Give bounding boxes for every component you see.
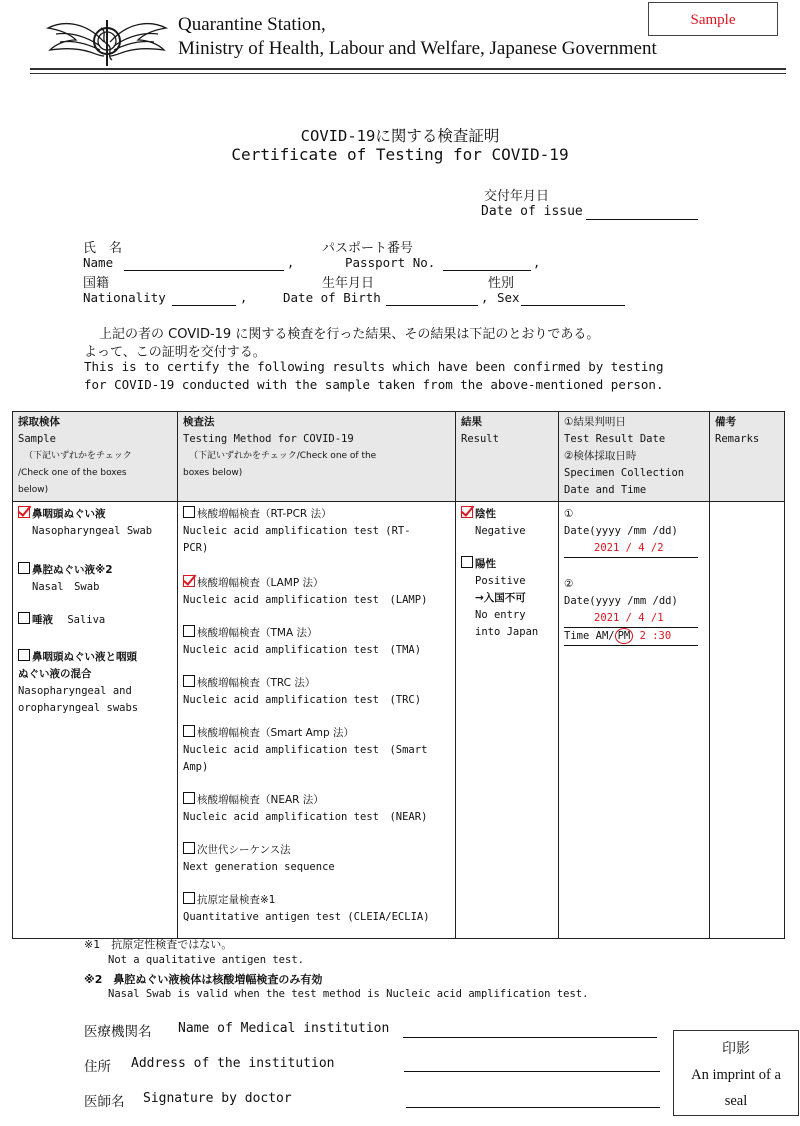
header-sample-note1: （下記いずれかをチェック: [24, 451, 132, 461]
address-field[interactable]: [404, 1071, 660, 1072]
sample-option-mixed[interactable]: [18, 649, 172, 717]
passport-label-en: Passport No.: [345, 255, 436, 270]
method-option-ngs[interactable]: [183, 842, 450, 876]
sample-badge: Sample: [648, 2, 778, 36]
result-option-negative[interactable]: [461, 506, 553, 540]
sample-checkbox-mixed[interactable]: [18, 649, 30, 661]
time-am: AM/: [595, 630, 615, 642]
result-positive-note-en1: No entry: [475, 609, 526, 621]
sample-label-jp: 唾液: [32, 614, 53, 626]
method-option-trc[interactable]: [183, 675, 450, 709]
header-result: [456, 412, 559, 502]
method-label-en: Next generation sequence: [183, 861, 335, 873]
org-name-line1: Quarantine Station,: [178, 14, 326, 35]
method-option-antigen[interactable]: [183, 892, 450, 926]
header-sample-en: Sample: [18, 433, 56, 445]
method-label-en: Nucleic acid amplification test (Smart: [183, 744, 428, 756]
time-pm-circled[interactable]: PM: [615, 628, 634, 644]
note-2-jp: ※2 鼻腔ぬぐい液検体は核酸増幅検査のみ有効: [84, 973, 323, 986]
sex-label-en: Sex: [497, 290, 520, 305]
header-date-en1: Test Result Date: [564, 433, 666, 445]
method-label-en2: Amp): [183, 761, 209, 773]
header-remarks-en: Remarks: [715, 433, 760, 445]
header-date-en2: Specimen Collection: [564, 467, 685, 479]
passport-comma: ,: [533, 256, 541, 270]
method-option-rt-pcr[interactable]: [183, 506, 450, 557]
result-negative-en: Negative: [475, 525, 526, 537]
address-label-jp: 住所: [84, 1059, 111, 1075]
sex-field[interactable]: [521, 305, 625, 306]
note-1-jp: ※1 抗原定性検査ではない。: [84, 938, 233, 951]
header-sample-jp: 採取検体: [18, 416, 60, 428]
sample-label-jp: 鼻咽頭ぬぐい液と咽頭: [32, 651, 137, 663]
method-label-en: Nucleic acid amplification test (LAMP): [183, 594, 428, 606]
result-date-label: Date(yyyy /mm /dd): [564, 525, 678, 537]
method-label-en: Nucleic acid amplification test (RT-: [183, 525, 411, 537]
doctor-label-jp: 医師名: [84, 1094, 125, 1110]
header-method-jp: 検査法: [183, 416, 215, 428]
method-label-en: Nucleic acid amplification test (NEAR): [183, 811, 428, 823]
result-column: [456, 502, 559, 939]
issue-date-field[interactable]: [586, 219, 698, 220]
header-date-en3: Date and Time: [564, 484, 647, 496]
dob-label-en: Date of Birth: [283, 290, 381, 305]
header-result-en: Result: [461, 433, 499, 445]
method-checkbox[interactable]: [183, 575, 195, 587]
institution-label-jp: 医療機関名: [84, 1024, 152, 1040]
table-body-row: [13, 502, 785, 939]
sample-label-jp: 鼻腔ぬぐい液※2: [32, 564, 113, 576]
table-header-row: [13, 412, 785, 502]
nationality-label-en: Nationality: [83, 290, 166, 305]
method-label-jp: 核酸増幅検査（TMA 法）: [197, 627, 318, 639]
header-remarks: [710, 412, 785, 502]
seal-label-en1: An imprint of a: [691, 1067, 781, 1083]
name-label-en: Name: [83, 255, 114, 270]
institution-label-en: Name of Medical institution: [178, 1021, 390, 1036]
method-checkbox[interactable]: [183, 892, 195, 904]
seal-box[interactable]: [673, 1030, 799, 1116]
remarks-column[interactable]: [710, 502, 785, 939]
method-label-jp: 核酸増幅検査（LAMP 法）: [197, 577, 324, 589]
header-sample: [13, 412, 178, 502]
dob-field[interactable]: [386, 305, 478, 306]
result-checkbox-negative[interactable]: [461, 506, 473, 518]
page-title-en: Certificate of Testing for COVID-19: [231, 145, 569, 164]
header-method: [178, 412, 456, 502]
sample-checkbox-nasopharyngeal[interactable]: [18, 506, 30, 518]
statement-en-1: This is to certify the following results which have been confirmed by testing: [84, 359, 664, 374]
sex-label-jp: 性別: [488, 276, 515, 291]
header-rule: [30, 68, 786, 70]
statement-en-2: for COVID-19 conducted with the sample taken from the above-mentioned person.: [84, 377, 664, 392]
header-method-note1: （下記いずれかをチェック/Check one of the: [189, 451, 377, 461]
nationality-field[interactable]: [172, 305, 236, 306]
method-label-en: Quantitative antigen test (CLEIA/ECLIA): [183, 911, 430, 923]
sample-label-en2: oropharyngeal swabs: [18, 702, 139, 714]
statement-jp-1: 上記の者の COVID-19 に関する検査を行った結果、その結果は下記のとおりである。: [99, 327, 600, 342]
sample-checkbox-saliva[interactable]: [18, 612, 30, 624]
header-sample-note2: /Check one of the boxes: [18, 468, 127, 478]
name-field[interactable]: [124, 270, 284, 271]
sample-option-nasal[interactable]: [18, 562, 172, 596]
collection-date-value[interactable]: 2021 / 4 /1: [564, 610, 698, 628]
doctor-label-en: Signature by doctor: [143, 1091, 292, 1106]
result-positive-note-jp: →入国不可: [475, 592, 526, 604]
method-label-jp: 核酸増幅検査（RT-PCR 法）: [197, 508, 332, 520]
method-column: [178, 502, 456, 939]
header-date-jp1: ①結果判明日: [564, 416, 626, 428]
header-date-jp2: ②検体採取日時: [564, 450, 637, 462]
sample-option-nasopharyngeal[interactable]: [18, 506, 172, 540]
method-checkbox[interactable]: [183, 842, 195, 854]
time-label: Time: [564, 630, 590, 642]
date-mark-1: ①: [564, 508, 574, 520]
result-checkbox-positive[interactable]: [461, 556, 473, 568]
header-method-note2: boxes below): [183, 468, 243, 478]
dob-label-jp: 生年月日: [322, 276, 375, 291]
address-label-en: Address of the institution: [131, 1056, 335, 1071]
page-title-jp: COVID-19に関する検査証明: [300, 127, 500, 145]
issue-date-label-jp: 交付年月日: [484, 189, 550, 204]
method-label-en: Nucleic acid amplification test (TMA): [183, 644, 422, 656]
collection-time-row: [564, 628, 698, 646]
seal-label-jp: 印影: [722, 1041, 750, 1057]
nationality-label-jp: 国籍: [83, 276, 110, 291]
nationality-comma: ,: [240, 291, 248, 305]
dob-comma: ,: [481, 291, 489, 305]
issue-date-label-en: Date of issue: [481, 204, 583, 219]
result-date-value[interactable]: 2021 / 4 /2: [564, 540, 698, 558]
result-positive-en: Positive: [475, 575, 526, 587]
method-label-jp: 核酸増幅検査（Smart Amp 法）: [197, 727, 355, 739]
note-1-en: Not a qualitative antigen test.: [108, 954, 304, 966]
result-option-positive[interactable]: [461, 556, 553, 641]
name-label-jp: 氏 名: [83, 241, 123, 256]
method-checkbox[interactable]: [183, 625, 195, 637]
statement-jp-2: よって、この証明を交付する。: [84, 345, 266, 360]
collection-date-label: Date(yyyy /mm /dd): [564, 595, 678, 607]
method-checkbox[interactable]: [183, 506, 195, 518]
sample-label-en: Nasal Swab: [32, 581, 100, 593]
method-option-smart-amp[interactable]: [183, 725, 450, 776]
sample-label-en: Nasopharyngeal and: [18, 685, 132, 697]
method-option-lamp[interactable]: [183, 575, 450, 609]
sample-label-jp2: ぬぐい液の混合: [18, 668, 92, 680]
method-checkbox[interactable]: [183, 675, 195, 687]
header-rule-thin: [30, 73, 786, 74]
sample-column: [13, 502, 178, 939]
header-method-en: Testing Method for COVID-19: [183, 433, 354, 445]
time-value[interactable]: 2 :30: [639, 630, 672, 642]
method-label-jp: 次世代シーケンス法: [197, 844, 291, 856]
sample-label-jp: 鼻咽頭ぬぐい液: [32, 508, 106, 520]
method-label-en: Nucleic acid amplification test (TRC): [183, 694, 422, 706]
institution-field[interactable]: [403, 1037, 657, 1038]
sample-option-saliva[interactable]: [18, 612, 172, 629]
result-negative-jp: 陰性: [475, 508, 496, 520]
name-comma: ,: [287, 256, 295, 270]
sample-label-en: Saliva: [67, 614, 106, 626]
method-label-jp: 核酸増幅検査（TRC 法）: [197, 677, 316, 689]
date-column: [559, 502, 710, 939]
method-option-tma[interactable]: [183, 625, 450, 659]
method-label-jp: 核酸増幅検査（NEAR 法）: [197, 794, 324, 806]
method-label-jp: 抗原定量検査※1: [197, 894, 276, 906]
method-checkbox[interactable]: [183, 725, 195, 737]
result-positive-note-en2: into Japan: [475, 626, 539, 638]
header-sample-note3: below): [18, 485, 49, 495]
method-label-en2: PCR): [183, 542, 209, 554]
passport-field[interactable]: [443, 270, 531, 271]
doctor-signature-field[interactable]: [406, 1107, 660, 1108]
seal-label-en2: seal: [724, 1093, 748, 1109]
method-option-near[interactable]: [183, 792, 450, 826]
org-name-line2: Ministry of Health, Labour and Welfare, Japanese Government: [178, 38, 657, 59]
header-date: [559, 412, 710, 502]
sample-label-en: Nasopharyngeal Swab: [32, 525, 153, 537]
header-remarks-jp: 備考: [715, 416, 736, 428]
header-result-jp: 結果: [461, 416, 482, 428]
test-result-table: [12, 411, 785, 939]
quarantine-logo: [46, 12, 168, 70]
sample-checkbox-nasal[interactable]: [18, 562, 30, 574]
method-checkbox[interactable]: [183, 792, 195, 804]
note-2-en: Nasal Swab is valid when the test method is Nucleic acid amplification test.: [108, 988, 589, 1000]
passport-label-jp: パスポート番号: [322, 241, 414, 256]
date-mark-2: ②: [564, 578, 574, 590]
result-positive-jp: 陽性: [475, 558, 496, 570]
